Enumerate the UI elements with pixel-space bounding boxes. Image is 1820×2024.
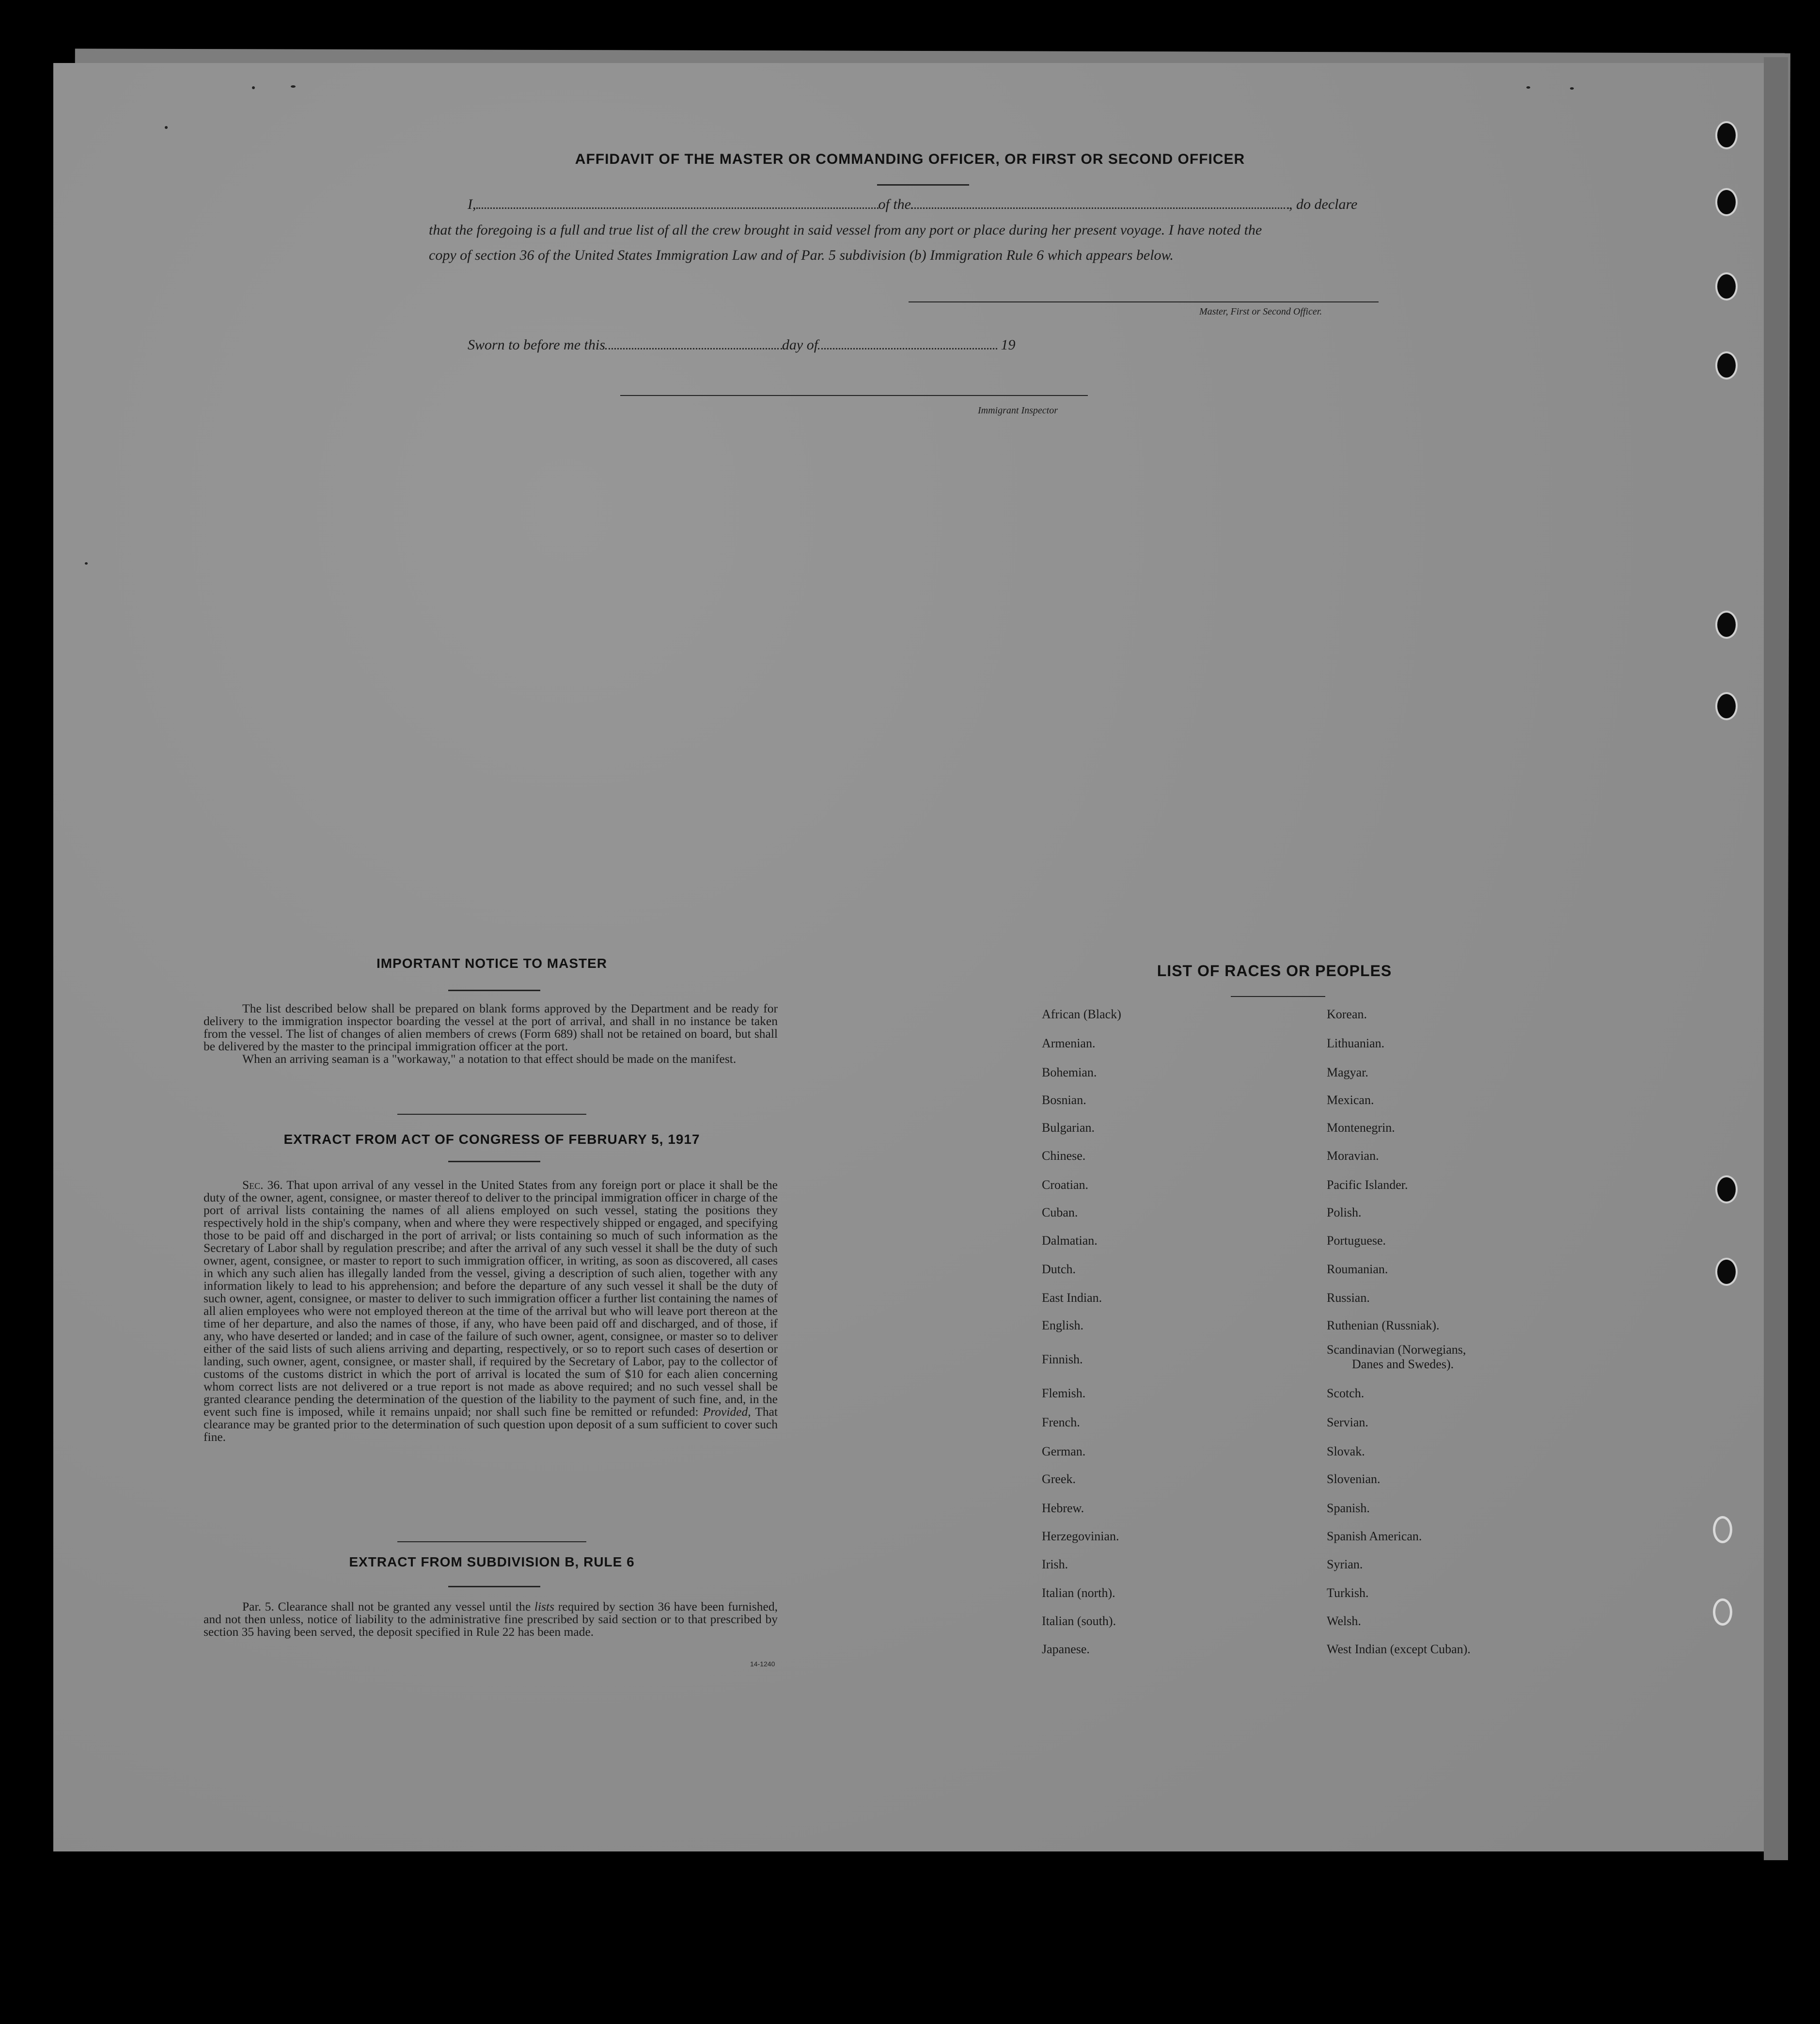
inspector-signature-line[interactable] [620,395,1088,396]
race-continuation: Danes and Swedes). [1352,1357,1454,1371]
race-right-item: Welsh. [1327,1614,1361,1628]
race-left-item: East Indian. [1042,1291,1102,1305]
act-rule [448,1161,540,1162]
par-5-text [204,1600,778,1638]
declarant-name-field[interactable] [476,207,879,209]
race-right-item: Lithuanian. [1327,1036,1385,1050]
race-left-item: Armenian. [1042,1036,1096,1050]
rule-extract-title: EXTRACT FROM SUBDIVISION B, RULE 6 [349,1554,635,1569]
binder-hole [1715,692,1738,720]
form-number: 14-1240 [750,1660,775,1668]
race-right-item: Spanish American. [1327,1529,1422,1543]
sworn-day-field[interactable] [605,348,782,349]
binder-hole [1715,1258,1738,1286]
race-left-item: Chinese. [1042,1149,1086,1163]
race-left-item: English. [1042,1318,1083,1332]
rule-extract-body [204,1600,778,1638]
act-extract-title: EXTRACT FROM ACT OF CONGRESS OF FEBRUARY 5, 1917 [283,1132,700,1147]
speck [1570,87,1574,90]
act-extract-body [204,1179,778,1443]
race-left-item: Japanese. [1042,1642,1090,1656]
notice-body [204,1002,778,1065]
race-left-item: Italian (south). [1042,1614,1116,1628]
binder-hole [1715,121,1738,149]
race-right-item: Magyar. [1327,1065,1368,1079]
of-the-label: of the [878,196,911,212]
race-left-item: Croatian. [1042,1178,1089,1192]
race-left-item: Bohemian. [1042,1065,1097,1079]
race-left-item: Flemish. [1042,1386,1086,1400]
race-left-item: Cuban. [1042,1205,1078,1219]
race-right-item: Ruthenian (Russniak). [1327,1318,1440,1332]
sworn-label: Sworn to before me this [468,337,605,353]
section-36-text [204,1179,778,1443]
race-right-item: Slovenian. [1327,1472,1381,1486]
races-title: LIST OF RACES OR PEOPLES [1157,962,1392,980]
title-rule [877,184,969,186]
race-left-item: Greek. [1042,1472,1076,1486]
binder-hole [1715,1175,1738,1203]
race-right-item: Pacific Islander. [1327,1178,1408,1192]
race-left-item: Dutch. [1042,1262,1076,1276]
section-text-end: That clearance may be granted prior to the determination of such question upon deposit of a sum sufficient to cover such fine. [204,1405,778,1444]
section-text: That upon arrival of any vessel in the United States from any foreign port or place it shall be the duty of the owner, agent, consignee, or master thereof to deliver to the principal immigration officer in charge of the port of arrival lists containing the names of all aliens employed on such vessel, stating the positions they respectively hold in the ship's company, when and where they were respectively shipped or engaged, and specifying those to be paid off and discharged in the port of arrival; or lists containing so much of such information as the Secretary of Labor shall by regulation prescribe; and after the arrival of any such vessel it shall be the duty of such owner, agent, consignee, or master to report to such immigration officer, in writing, as soon as discovered, all cases in which any such alien has illegally landed from the vessel, giving a description of such alien, together with any information likely to lead to his apprehension; and before the departure of any such vessel it shall be the duty of such owner, agent, consignee, or master to deliver to such immigration officer a further list containing the names of all alien employees who were not employed thereon at the time of the arrival but who will leave port thereon at the time of her departure, and also the names of those, if any, who have been paid off and discharged, and of those, if any, who have deserted or landed; and in case of the failure of such owner, agent, consignee, or master so to deliver either of the said lists of such aliens arriving and departing, respectively, or so to report such cases of desertion or landing, such owner, agent, consignee, or master shall, if required by the Secretary of Labor, pay to the collector of customs of the customs district in which the port of arrival is located the sum of $10 for each alien concerning whom correct lists are not delivered or a true report is not made as above required; and no such vessel shall be granted clearance pending the determination of the question of the liability to the payment of such fine, and, in the event such fine is imposed, while it remains unpaid; nor shall such fine be remitted or refunded: [204,1178,778,1419]
inspector-caption: Immigrant Inspector [978,405,1058,416]
affidavit-line-1 [468,196,1357,213]
race-right-item: Polish. [1327,1205,1362,1219]
section-divider [397,1541,586,1542]
binder-hole [1715,611,1738,639]
race-left-item: Irish. [1042,1557,1068,1571]
race-right-item: Russian. [1327,1291,1370,1305]
affidavit-line-2: that the foregoing is a full and true list of all the crew brought in said vessel from any port or place during her present voyage. I have noted the [429,222,1262,238]
race-right-item: Spanish. [1327,1501,1370,1515]
race-right-item: Moravian. [1327,1149,1379,1163]
race-right-item: Syrian. [1327,1557,1363,1571]
lists-word: lists [534,1599,555,1613]
section-label: Sec. 36. [242,1178,283,1192]
binder-hole [1713,1516,1732,1543]
sworn-line [468,337,1016,353]
affidavit-title: AFFIDAVIT OF THE MASTER OR COMMANDING OFFICER, OR FIRST OR SECOND OFFICER [575,151,1245,167]
races-rule [1231,996,1325,997]
race-right-item: Scandinavian (Norwegians, [1327,1343,1466,1357]
master-caption: Master, First or Second Officer. [1199,306,1322,317]
section-divider [397,1114,586,1115]
vessel-name-field[interactable] [911,207,1289,209]
speck [1526,86,1530,89]
race-right-item: West Indian (except Cuban). [1327,1642,1471,1656]
race-right-item: Slovak. [1327,1444,1365,1458]
binder-hole [1715,188,1738,216]
race-right-item: Scotch. [1327,1386,1365,1400]
race-left-item: French. [1042,1415,1080,1429]
master-signature-line[interactable] [909,301,1379,302]
binder-hole [1715,351,1738,380]
speck [252,86,255,89]
binder-hole [1713,1598,1732,1626]
sworn-month-field[interactable] [818,348,997,349]
notice-rule [448,990,540,991]
race-left-item: German. [1042,1444,1086,1458]
race-right-item: Turkish. [1327,1586,1369,1600]
race-left-item: Herzegovinian. [1042,1529,1119,1543]
notice-paragraph-2: When an arriving seaman is a "workaway," a notation to that effect should be made on the manifest. [242,1052,737,1066]
speck [291,85,296,88]
race-right-item: Korean. [1327,1007,1367,1021]
par-5-end: required by section 36 have been furnished, and not then unless, notice of liability to the administrative fine prescribed by said section or to that prescribed by section 35 having been served, the deposit specified in Rule 22 has been made. [204,1599,778,1639]
race-right-item: Portuguese. [1327,1233,1386,1248]
race-right-item: Montenegrin. [1327,1121,1395,1135]
page-edge [1764,57,1788,1860]
race-left-item: Italian (north). [1042,1586,1115,1600]
affidavit-line-3: copy of section 36 of the United States Immigration Law and of Par. 5 subdivision (b) Immigration Rule 6 which appears below. [429,247,1174,263]
declarant-label: I, [468,196,476,212]
race-left-item: Hebrew. [1042,1501,1084,1515]
notice-title: IMPORTANT NOTICE TO MASTER [376,956,608,971]
race-left-item: Bulgarian. [1042,1121,1095,1135]
race-right-item: Mexican. [1327,1093,1374,1107]
race-left-item: Dalmatian. [1042,1233,1098,1248]
par-5-start: Par. 5. Clearance shall not be granted any vessel until the [242,1599,534,1613]
notice-paragraph-1: The list described below shall be prepared on blank forms approved by the Department and be ready for delivery to the immigration inspector boarding the vessel at the port of arrival, and shall in no instance be taken from the vessel. The list of changes of alien members of crews (Form 689) shall not be retained on board, but shall be delivered by the master to the principal immigration officer at the port. [204,1001,778,1053]
race-right-item: Roumanian. [1327,1262,1388,1276]
speck [85,562,88,565]
race-right-item: Servian. [1327,1415,1368,1429]
do-declare-label: , do declare [1289,196,1358,212]
speck [165,126,168,129]
binder-hole [1715,272,1738,300]
race-left-item: Bosnian. [1042,1093,1086,1107]
year-prefix: 19 [1001,337,1016,353]
rule-rule [448,1586,540,1587]
race-left-item: Finnish. [1042,1352,1083,1366]
proviso-label: Provided, [703,1405,751,1419]
day-of-label: day of [782,337,818,353]
race-left-item: African (Black) [1042,1007,1121,1021]
